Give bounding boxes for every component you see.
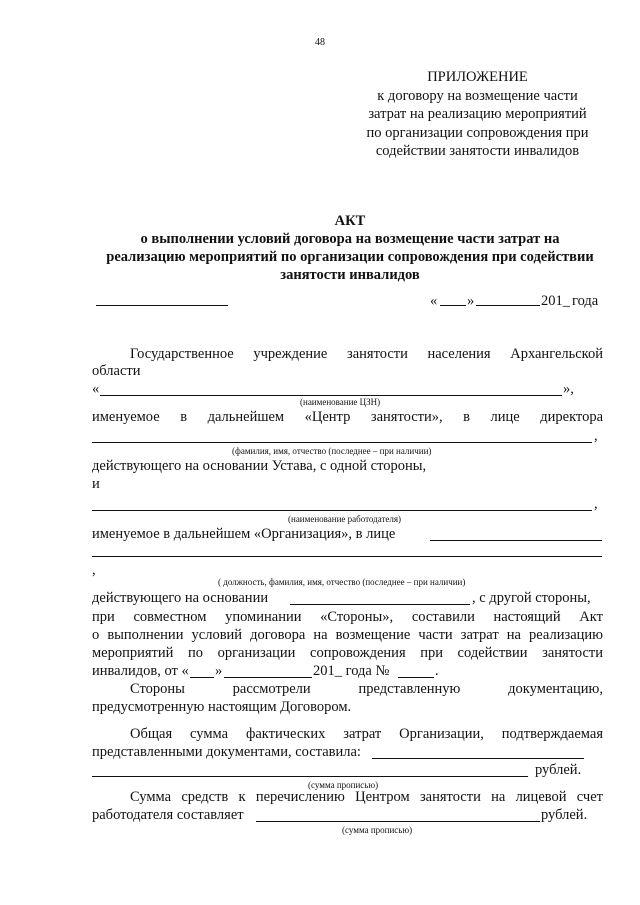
body-line: именуемое в дальнейшем «Организация», в лице xyxy=(92,526,396,542)
place-field[interactable] xyxy=(96,305,228,306)
basis-field[interactable] xyxy=(290,604,470,605)
body-line: 201_ года № xyxy=(313,663,390,679)
quote-open: « xyxy=(92,381,100,397)
body-line: мероприятий по организации сопровождения при содействии занятости xyxy=(92,645,603,661)
czn-name-field[interactable] xyxy=(100,395,562,396)
date-close-quote: » xyxy=(467,293,475,309)
appendix-line: к договору на возмещение части xyxy=(377,88,578,104)
total-sum-field[interactable] xyxy=(372,758,584,759)
body-line: инвалидов, от « xyxy=(92,663,189,679)
body-line: области xyxy=(92,363,141,379)
act-subtitle: о выполнении условий договора на возмещение части затрат на xyxy=(140,231,560,247)
caption-position: ( должность, фамилия, имя, отчество (последнее – при наличии) xyxy=(218,577,466,587)
comma: , xyxy=(594,496,598,512)
caption-sum-2: (сумма прописью) xyxy=(342,825,413,835)
date-year-prefix: 201_ xyxy=(541,293,570,309)
act-subtitle: реализацию мероприятий по организации сопровождения при содействии xyxy=(106,249,594,265)
body-line: » xyxy=(215,663,223,679)
body-line: работодателя составляет xyxy=(92,807,244,823)
caption-fio: (фамилия, имя, отчество (последнее – при наличии) xyxy=(232,446,432,456)
date-open-quote: « xyxy=(430,293,438,309)
appendix-heading: ПРИЛОЖЕНИЕ xyxy=(427,69,528,85)
org-representative-field-2[interactable] xyxy=(92,556,602,557)
body-line: Общая сумма фактических затрат Организации, подтверждаемая xyxy=(130,726,603,742)
rubles-label: рублей. xyxy=(535,762,582,778)
date-month-field[interactable] xyxy=(476,305,540,306)
appendix-line: по организации сопровождения при xyxy=(366,125,589,141)
body-line: именуемое в дальнейшем «Центр занятости», в лице директора xyxy=(92,409,603,425)
total-sum-words-field[interactable] xyxy=(92,776,528,777)
body-line: и xyxy=(92,476,100,492)
comma: , xyxy=(92,562,96,578)
comma: , xyxy=(594,428,598,444)
rubles-label-2: рублей. xyxy=(541,807,588,823)
org-representative-field[interactable] xyxy=(430,540,602,541)
act-title: АКТ xyxy=(334,213,366,229)
body-line: Сумма средств к перечислению Центром занятости на лицевой счет xyxy=(130,789,603,805)
contract-number-field[interactable] xyxy=(398,677,434,678)
body-line: предусмотренную настоящим Договором. xyxy=(92,699,352,715)
date-day-field[interactable] xyxy=(440,305,466,306)
transfer-sum-field[interactable] xyxy=(256,821,540,822)
quote-close: », xyxy=(563,381,574,397)
caption-czn: (наименование ЦЗН) xyxy=(300,397,381,407)
contract-month-field[interactable] xyxy=(224,677,312,678)
employer-name-field[interactable] xyxy=(92,510,592,511)
appendix-line: затрат на реализацию мероприятий xyxy=(368,106,587,122)
body-line: . xyxy=(435,663,439,679)
body-line: представленными документами, составила: xyxy=(92,744,361,760)
body-line: Стороны рассмотрели представленную документацию, xyxy=(130,681,603,697)
body-line: действующего на основании Устава, с одной стороны, xyxy=(92,458,427,474)
contract-day-field[interactable] xyxy=(190,677,214,678)
director-fio-field[interactable] xyxy=(92,442,592,443)
body-line: о выполнении условий договора на возмещение части затрат на реализацию xyxy=(92,627,603,643)
act-subtitle: занятости инвалидов xyxy=(280,267,420,283)
appendix-line: содействии занятости инвалидов xyxy=(375,143,580,159)
caption-employer: (наименование работодателя) xyxy=(288,514,402,524)
page-number: 48 xyxy=(315,37,325,48)
body-line: при совместном упоминании «Стороны», составили настоящий Акт xyxy=(92,609,603,625)
body-line: , с другой стороны, xyxy=(472,590,591,606)
caption-sum: (сумма прописью) xyxy=(308,780,379,790)
date-year-word: года xyxy=(572,293,599,309)
body-line: действующего на основании xyxy=(92,590,269,606)
body-line: Государственное учреждение занятости населения Архангельской xyxy=(130,346,603,362)
